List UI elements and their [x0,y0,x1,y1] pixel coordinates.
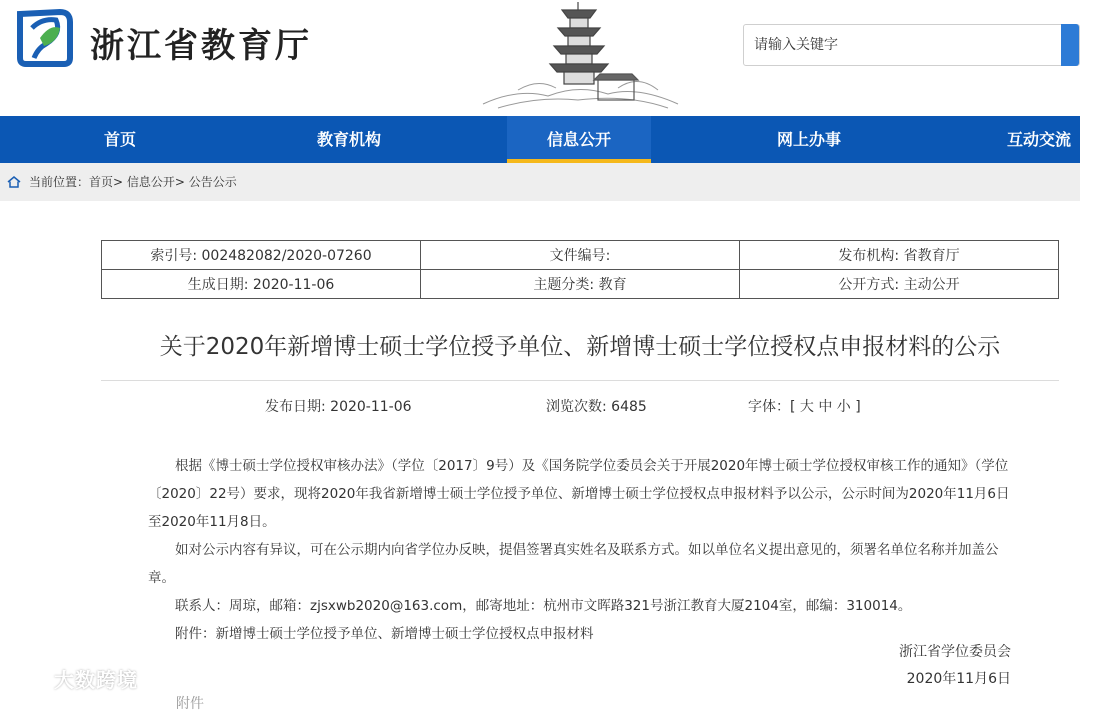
table-row [102,241,1059,270]
search-box [743,24,1080,66]
nav-item-online-services[interactable]: 网上办事 [776,130,841,149]
nav-item-education-institutions[interactable]: 教育机构 [316,130,381,149]
breadcrumb-prefix: 当前位置： [29,175,90,189]
index-number: 索引号: 002482082/2020-07260 [102,241,421,270]
view-count: 浏览次数: 6485 [546,399,647,415]
disclosure-method: 公开方式: 主动公开 [740,270,1059,299]
nav-item-info-disclosure[interactable]: 信息公开 [507,116,651,163]
attachment-heading: 附件 [176,696,204,712]
breadcrumb-separator: > [113,175,127,189]
article-body [148,452,1016,648]
paragraph-attachment: 附件：新增博士硕士学位授予单位、新增博士硕士学位授权点申报材料 [175,626,594,642]
watermark-text: 大数跨境 [54,668,138,692]
watermark [10,664,138,693]
signature-organization: 浙江省学位委员会 [899,644,1011,660]
home-icon [7,176,21,188]
breadcrumb-separator: > [174,175,189,189]
paragraph-contact: 联系人：周琼，邮箱：zjsxwb2020@163.com，邮寄地址：杭州市文晖路321号浙江教育大厦2104室，邮编：310014。 [175,598,912,614]
nav-item-home[interactable]: 首页 [103,130,136,149]
article-title: 关于2020年新增博士硕士学位授予单位、新增博士硕士学位授权点申报材料的公示 [159,334,1001,360]
breadcrumb-announcements[interactable]: 公告公示 [188,175,237,189]
paragraph: 根据《博士硕士学位授权审核办法》（学位〔2017〕9号）及《国务院学位委员会关于开展2020年博士硕士学位授权审核工作的通知》（学位〔2020〕22号）要求，现将2020年我省新增博士硕士学位授予单位、新增博士硕士学位授权点申报材料予以公示，公示时间为2020年11月6日至2020年11月8日。 [148,458,1010,530]
main-nav [0,116,1080,163]
search-input[interactable] [744,25,1062,65]
breadcrumb-info-disclosure[interactable]: 信息公开 [126,175,175,189]
paragraph: 如对公示内容有异议，可在公示期内向省学位办反映，提倡签署真实姓名及联系方式。如以单位名义提出意见的，须署名单位名称并加盖公章。 [148,542,999,586]
document-meta-table [101,240,1059,299]
site-title[interactable]: 浙江省教育厅 [90,26,312,66]
publish-date: 发布日期: 2020-11-06 [265,399,412,415]
document-number: 文件编号: [421,241,740,270]
breadcrumb [0,163,1080,201]
divider [101,380,1059,381]
font-size-switcher[interactable]: 字体：[ 大 中 小 ] [748,399,861,415]
watermark-logo-icon [10,671,50,693]
publishing-agency: 发布机构: 省教育厅 [740,241,1059,270]
signature-date: 2020年11月6日 [906,671,1011,687]
breadcrumb-home[interactable]: 首页 [89,175,114,189]
nav-item-interaction[interactable]: 互动交流 [1006,130,1071,149]
created-date: 生成日期: 2020-11-06 [102,270,421,299]
subject-category: 主题分类: 教育 [421,270,740,299]
search-button[interactable] [1061,24,1079,66]
table-row [102,270,1059,299]
site-header [0,0,1080,116]
pagoda-illustration [478,0,683,112]
site-logo-icon[interactable] [16,8,74,68]
